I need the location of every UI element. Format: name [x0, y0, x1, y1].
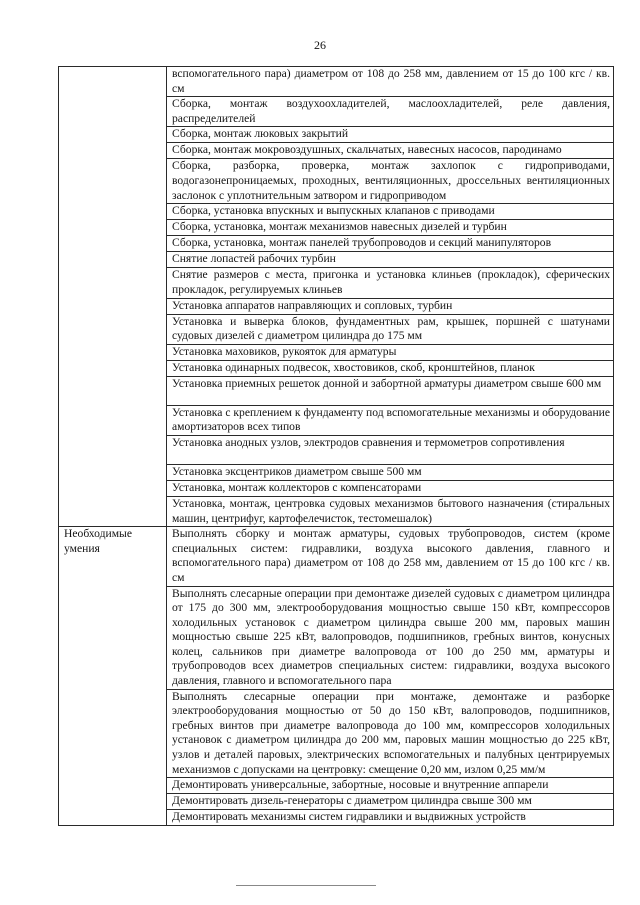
table-cell: Сборка, разборка, проверка, монтаж захлопок с гидроприводами, водогазонепроницаемых, проходных, вентиляционных, дроссельных вентиляционных заслонок с уплотнительным затвором и гидроприводом — [167, 159, 614, 204]
competency-table — [58, 66, 614, 826]
table-cell: Снятие лопастей рабочих турбин — [167, 252, 614, 268]
table-cell: Сборка, установка, монтаж панелей трубопроводов и секций манипуляторов — [167, 236, 614, 252]
page-number: 26 — [314, 38, 326, 52]
table-cell: Сборка, установка, монтаж механизмов навесных дизелей и турбин — [167, 220, 614, 236]
table-cell: Установка и выверка блоков, фундаментных рам, крышек, поршней с шатунами судовых дизелей с диаметром цилиндра до 175 мм — [167, 314, 614, 344]
table-row — [59, 527, 614, 586]
table-cell: Выполнять сборку и монтаж арматуры, судовых трубопроводов, систем (кроме специальных систем: гидравлики, воздуха высокого давления, главного и вспомогательного пара) диаметром от 108 до 258 мм, давлением от 15 до 100 кгс / кв. см — [167, 527, 614, 586]
table-cell: Установка приемных решеток донной и забортной арматуры диаметром свыше 600 мм — [167, 376, 614, 405]
table-cell: Сборка, монтаж мокровоздушных, скальчатых, навесных насосов, пародинамо — [167, 143, 614, 159]
table-cell: Установка маховиков, рукояток для арматуры — [167, 344, 614, 360]
skills-label: Необходимые умения — [59, 527, 167, 826]
table-cell: Демонтировать дизель-генераторы с диаметром цилиндра свыше 300 мм — [167, 794, 614, 810]
table-cell: Установка эксцентриков диаметром свыше 500 мм — [167, 464, 614, 480]
table-cell: Установка аппаратов направляющих и сопловых, турбин — [167, 298, 614, 314]
table-cell: Снятие размеров с места, пригонка и установка клиньев (прокладок), сферических прокладок, регулируемых клиньев — [167, 268, 614, 298]
table-cell: Демонтировать механизмы систем гидравлики и выдвижных устройств — [167, 810, 614, 826]
table-cell: Установка с креплением к фундаменту под вспомогательные механизмы и оборудование амортизаторов всех типов — [167, 405, 614, 435]
table-cell: Установка одинарных подвесок, хвостовиков, скоб, кронштейнов, планок — [167, 360, 614, 376]
table-cell: Демонтировать универсальные, забортные, носовые и внутренние аппарели — [167, 778, 614, 794]
table-cell: Выполнять слесарные операции при демонтаже дизелей судовых с диаметром цилиндра от 175 до 300 мм, электрооборудования мощностью свыше 150 кВт, компрессоров холодильных установок с диаметром цилиндра свыше 200 мм, паровых машин мощностью свыше 225 кВт, валопроводов, подшипников, гребных винтов, конусных колец, сальников при диаметре валопровода от 100 до 250 мм, арматуры и трубопроводов всех диаметров специальных систем: гидравлики, воздуха высокого давления, главного и вспомогательного пара — [167, 586, 614, 689]
table-cell: Сборка, установка впускных и выпускных клапанов с приводами — [167, 204, 614, 220]
table-cell: Установка анодных узлов, электродов сравнения и термометров сопротивления — [167, 435, 614, 464]
table-cell: Сборка, монтаж воздухоохладителей, маслоохладителей, реле давления, распределителей — [167, 97, 614, 127]
table-cell: Выполнять слесарные операции при монтаже, демонтаже и разборке электрооборудования мощностью от 50 до 150 кВт, валопроводов, подшипников, гребных винтов при диаметре валопровода до 100 мм, компрессоров холодильных установок с диаметром цилиндра до 200 мм, паровых машин мощностью до 225 кВт, узлов и деталей паровых, электрических вспомогательных и палубных центрируемых механизмов с допусками на центровку: смещение 0,20 мм, излом 0,25 мм/м — [167, 689, 614, 778]
continued-label-cell — [59, 67, 167, 527]
table-row — [59, 67, 614, 97]
bottom-rule — [236, 885, 376, 886]
table-cell: вспомогательного пара) диаметром от 108 до 258 мм, давлением от 15 до 100 кгс / кв. см — [167, 67, 614, 97]
table-cell: Установка, монтаж коллекторов с компенсаторами — [167, 480, 614, 496]
table-cell: Сборка, монтаж люковых закрытий — [167, 127, 614, 143]
table-cell: Установка, монтаж, центровка судовых механизмов бытового назначения (стиральных машин, центрифуг, картофелечисток, тестомешалок) — [167, 496, 614, 526]
